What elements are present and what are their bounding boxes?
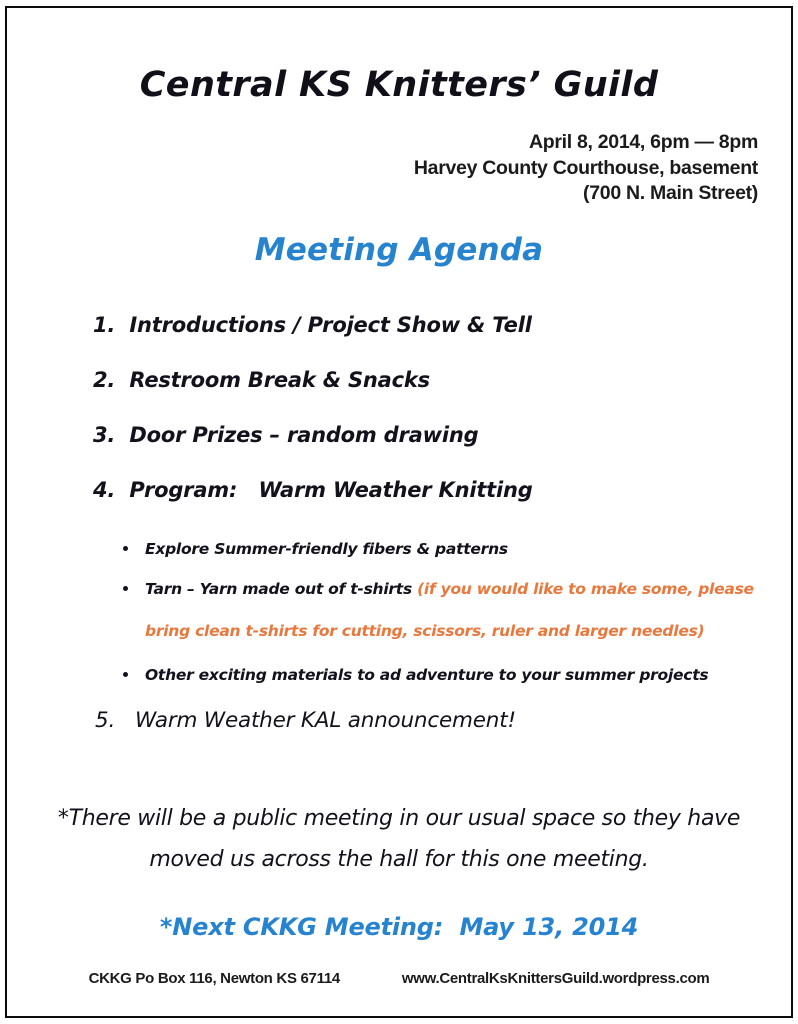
sub-bullet-2-note-line2: bring clean t-shirts for cutting, scissors, ruler and larger needles): [145, 622, 705, 640]
agenda-item-2: 2. Restroom Break & Snacks: [93, 368, 430, 392]
agenda-sub-bullet-list: [119, 539, 759, 686]
agenda-item-1: 1. Introductions / Project Show & Tell: [93, 313, 532, 337]
sub-bullet-1-label: Explore Summer-friendly fibers & patterns: [145, 540, 508, 558]
page-content: [7, 8, 791, 1016]
agenda-item-5: 5. Warm Weather KAL announcement!: [95, 708, 516, 733]
page-title: Central KS Knitters’ Guild: [139, 65, 659, 105]
meeting-venue: Harvey County Courthouse, basement: [413, 156, 758, 179]
agenda-heading: Meeting Agenda: [254, 232, 544, 268]
bullet-dot-icon: [123, 546, 128, 551]
agenda-item-3: 3. Door Prizes – random drawing: [93, 423, 479, 447]
meeting-address: (700 N. Main Street): [583, 182, 758, 204]
footnote: [47, 798, 751, 880]
agenda-numbered-list: [93, 313, 753, 533]
sub-bullet-1: [119, 539, 759, 560]
footer-address: CKKG Po Box 116, Newton KS 67114: [88, 970, 340, 987]
sub-bullet-2-label: Tarn – Yarn made out of t-shirts: [145, 580, 418, 598]
sub-bullet-2-note-line1: (if you would like to make some, please: [417, 580, 754, 598]
agenda-item-4: 4. Program: Warm Weather Knitting: [93, 478, 533, 502]
footnote-line-1: *There will be a public meeting in our usual space so they have: [57, 806, 741, 831]
bullet-dot-icon: [123, 586, 128, 591]
footnote-line-2: moved us across the hall for this one meeting.: [149, 847, 649, 872]
meeting-details-block: [238, 130, 758, 207]
meeting-datetime: April 8, 2014, 6pm — 8pm: [528, 131, 758, 153]
footer-website: www.CentralKsKnittersGuild.wordpress.com: [401, 970, 710, 987]
next-meeting-notice: *Next CKKG Meeting: May 13, 2014: [159, 913, 639, 941]
page-footer: [7, 970, 791, 987]
sub-bullet-3: [119, 665, 759, 686]
bullet-dot-icon: [123, 672, 128, 677]
sub-bullet-2: [119, 579, 759, 642]
sub-bullet-3-label: Other exciting materials to ad adventure to your summer projects: [145, 666, 709, 684]
